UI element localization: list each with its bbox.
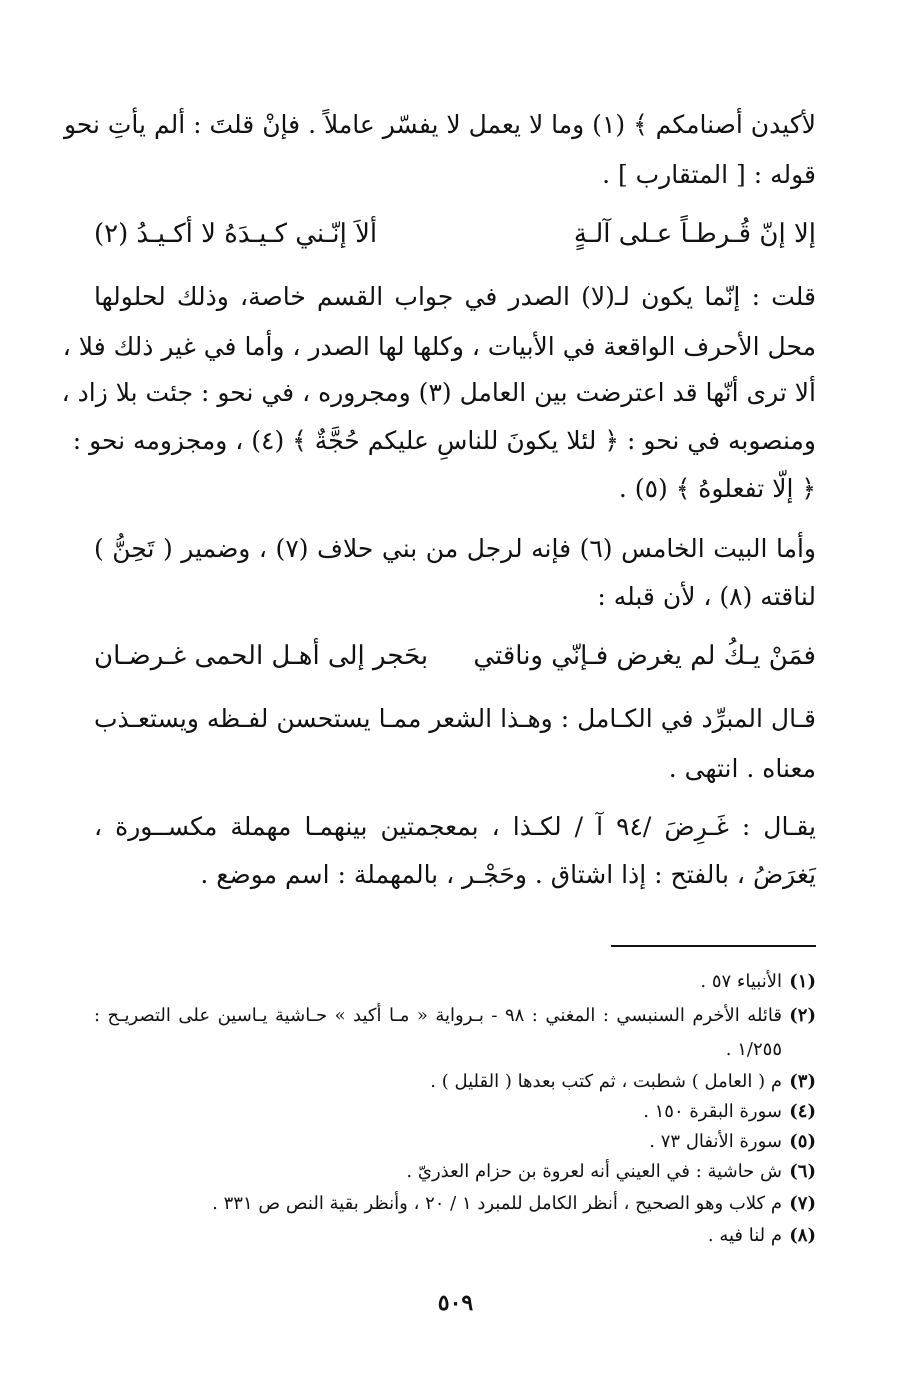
- footnote-number: (٤): [789, 1101, 816, 1122]
- body-line-9: لناقته (٨) ، لأن قبله :: [597, 582, 816, 611]
- footnote-2: [94, 1004, 816, 1028]
- footnote-5: [94, 1130, 816, 1154]
- verse-1: [94, 214, 816, 254]
- footnote-text: ١/٢٥٥ .: [725, 1039, 782, 1060]
- footnote-number: (٦): [789, 1161, 816, 1182]
- footnote-number: (٣): [789, 1071, 816, 1092]
- verse-1-second-hemistich: ألاَ إنّـني كـيـدَهُ لا أكـيـدُ (٢): [94, 219, 378, 249]
- body-line-5: ألا ترى أنّها قد اعترضت بين العامل (٣) ومجروره ، في نحو : جئت بلا زاد ،: [61, 378, 816, 407]
- page-number: ٥٠٩: [437, 1290, 474, 1316]
- footnote-1: [94, 970, 816, 994]
- footnote-3: [94, 1070, 816, 1094]
- verse-2: [94, 636, 816, 676]
- footnote-separator: [611, 945, 816, 947]
- footnote-text: قائله الأخرم السنبسي : المغني : ٩٨ - بـرواية « مـا أكيد » حـاشية يـاسين على التصريـح :: [94, 1005, 782, 1026]
- footnote-4: [94, 1100, 816, 1124]
- body-line-10: قـال المبرِّد في الكـامل : وهـذا الشعر ممـا يستحسن لفـظه ويستعـذب: [94, 704, 816, 733]
- verse-2-first-hemistich: فمَنْ يـكُ لم يغرض فـإنّي وناقتي: [473, 641, 816, 671]
- verse-2-second-hemistich: بحَجر إلى أهـل الحمى غـرضـان: [94, 641, 429, 671]
- footnote-number: (٨): [789, 1225, 816, 1246]
- body-line-1: لأكيدن أصنامكم ﴾ (١) وما لا يعمل لا يفسّر عاملاً . فإنْ قلتَ : ألم يأتِ نحو: [63, 110, 816, 139]
- body-line-2: قوله : [ المتقارب ] .: [602, 160, 816, 189]
- verse-1-first-hemistich: إلا إنّ قُـرطـاً عـلى آلـةٍ: [573, 219, 816, 249]
- footnote-text: م كلاب وهو الصحيح ، أنظر الكامل للمبرد ١ / ٢٠ ، وأنظر بقية النص ص ٣٣١ .: [212, 1193, 782, 1214]
- footnote-number: (٥): [789, 1131, 816, 1152]
- footnote-text: الأنبياء ٥٧ .: [700, 971, 782, 992]
- body-line-3: قلت : إنّما يكون لـ(لا) الصدر في جواب القسم خاصة، وذلك لحلولها: [94, 282, 816, 311]
- footnote-number: (٢): [789, 1005, 816, 1026]
- footnote-text: م ( العامل ) شطبت ، ثم كتب بعدها ( القليل ) .: [430, 1071, 782, 1092]
- footnote-7: [94, 1192, 816, 1216]
- body-line-11: معناه . انتهى .: [668, 754, 816, 783]
- body-line-13: يَغرَضُ ، بالفتح : إذا اشتاق . وحَجْـر ، بالمهملة : اسم موضع .: [200, 860, 816, 889]
- footnote-text: م لنا فيه .: [707, 1225, 782, 1246]
- footnote-number: (٧): [789, 1193, 816, 1214]
- body-line-8: وأما البيت الخامس (٦) فإنه لرجل من بني حلاف (٧) ، وضمير ( تَحِنُّ ): [94, 534, 816, 563]
- footnote-text: سورة الأنفال ٧٣ .: [649, 1131, 782, 1152]
- body-line-6: ومنصوبه في نحو : ﴿ لئلا يكونَ للناسِ عليكم حُجَّةٌ ﴾ (٤) ، ومجزومه نحو :: [72, 426, 816, 455]
- footnote-6: [94, 1160, 816, 1184]
- body-line-12: يقـال : غَـرِضَ /٩٤ آ / لكـذا ، بمعجمتين بينهمـا مهملة مكســورة ،: [94, 812, 816, 841]
- footnote-text: سورة البقرة ١٥٠ .: [643, 1101, 782, 1122]
- footnote-number: (١): [789, 971, 816, 992]
- footnote-2-continuation: [582, 1038, 782, 1062]
- body-line-7: ﴿ إلّا تفعلوهُ ﴾ (٥) .: [618, 474, 816, 503]
- footnote-8: [94, 1224, 816, 1248]
- body-line-4: محل الأحرف الواقعة في الأبيات ، وكلها لها الصدر ، وأما في غير ذلك فلا ،: [62, 332, 816, 361]
- footnote-text: ش حاشية : في العيني أنه لعروة بن حزام العذريّ .: [406, 1161, 782, 1182]
